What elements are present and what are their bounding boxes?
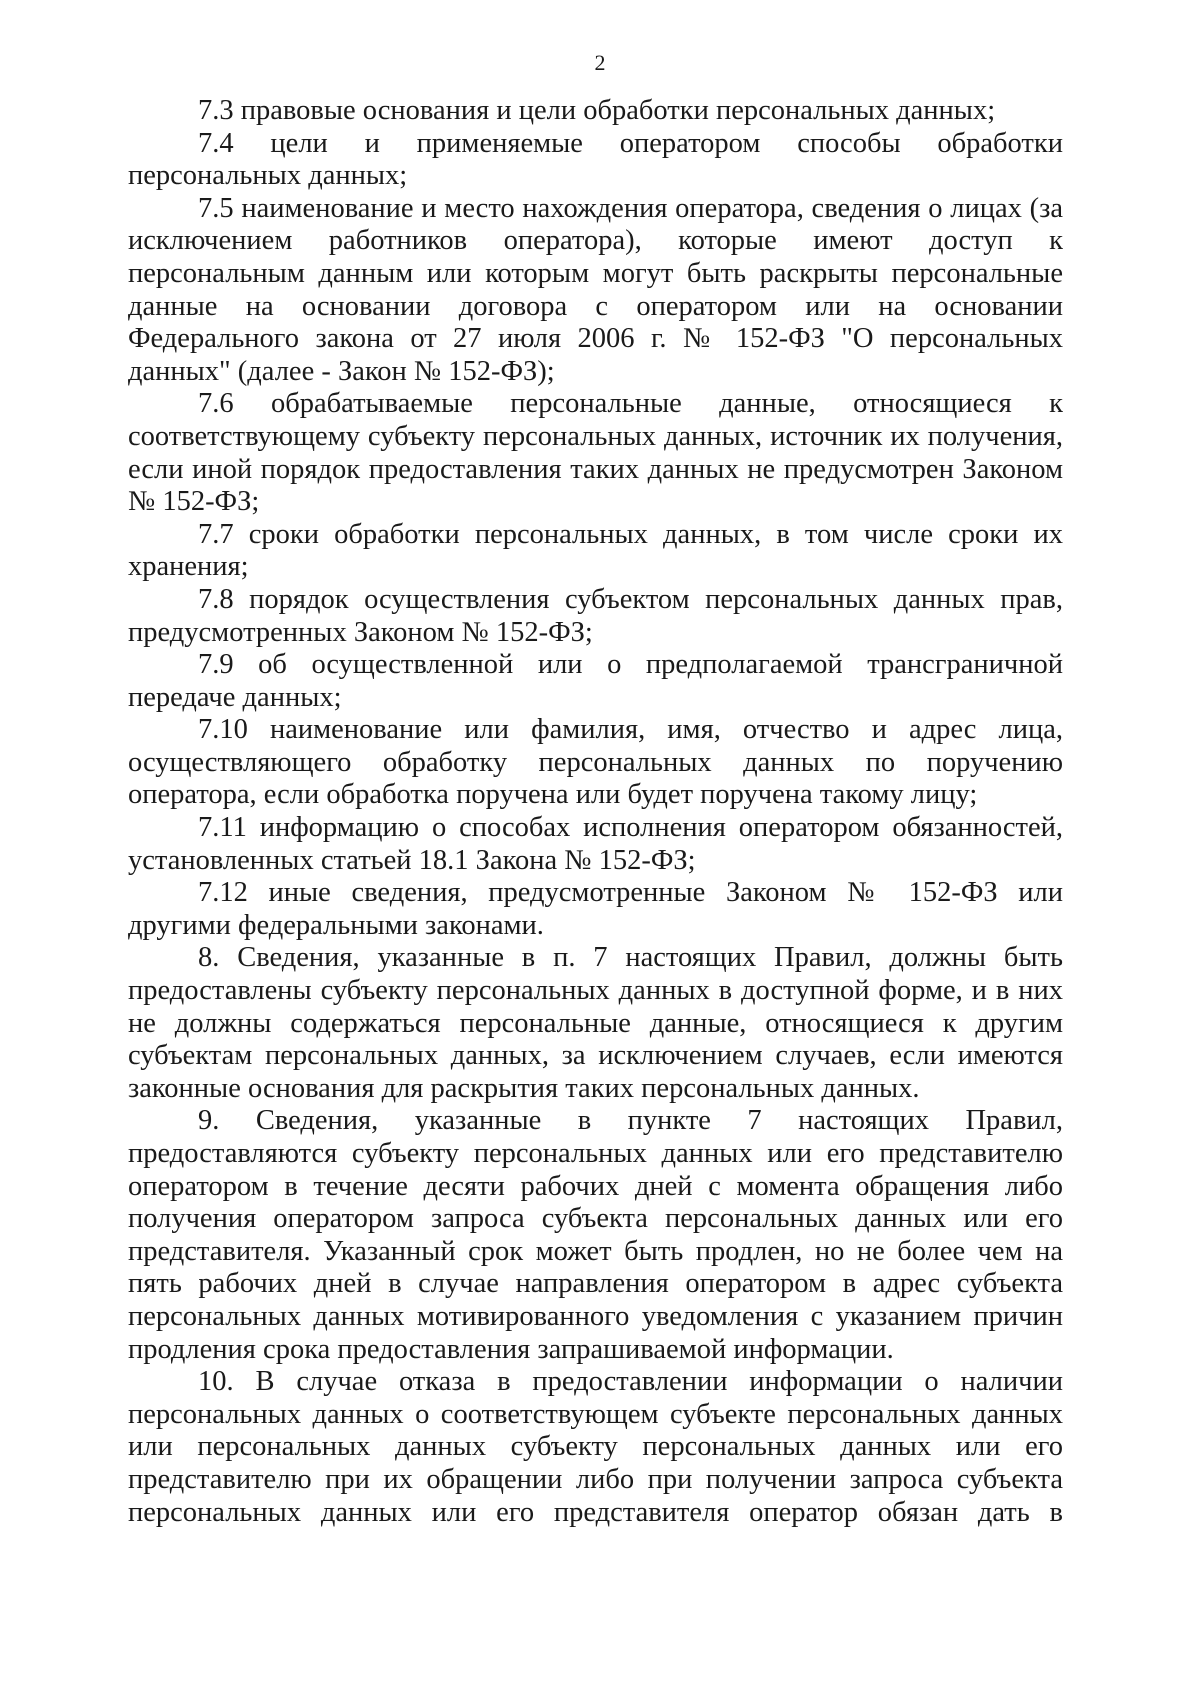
paragraph-9: 9. Сведения, указанные в пункте 7 настоящих Правил, предоставляются субъекту персональных данных или его представителю оператором в течение десяти рабочих дней с момента обращения либо получения оператором запроса субъекта персональных данных или его представителя. Указанный срок может быть продлен, но не более чем на пять рабочих дней в случае направления оператором в адрес субъекта персональных данных мотивированного уведомления с указанием причин продления срока предоставления запрашиваемой информации. [128, 1105, 1063, 1365]
paragraph-7-10: 7.10 наименование или фамилия, имя, отчество и адрес лица, осуществляющего обработку персональных данных по поручению оператора, если обработка поручена или будет поручена такому лицу; [128, 714, 1063, 811]
paragraph-7-7: 7.7 сроки обработки персональных данных, в том числе сроки их хранения; [128, 518, 1063, 583]
paragraph-7-6: 7.6 обрабатываемые персональные данные, относящиеся к соответствующему субъекту персональных данных, источник их получения, если иной порядок предоставления таких данных не предусмотрен Законом № 152-ФЗ; [128, 388, 1063, 518]
paragraph-8: 8. Сведения, указанные в п. 7 настоящих Правил, должны быть предоставлены субъекту персональных данных в доступной форме, и в них не должны содержаться персональные данные, относящиеся к другим субъектам персональных данных, за исключением случаев, если имеются законные основания для раскрытия таких персональных данных. [128, 942, 1063, 1104]
paragraph-7-5: 7.5 наименование и место нахождения оператора, сведения о лицах (за исключением работников оператора), которые имеют доступ к персональным данным или которым могут быть раскрыты персональные данные на основании договора с оператором или на основании Федерального закона от 27 июля 2006 г. № 152-ФЗ "О персональных данных" (далее - Закон № 152-ФЗ); [128, 192, 1063, 387]
document-body [128, 95, 1063, 1529]
paragraph-10: 10. В случае отказа в предоставлении информации о наличии персональных данных о соответствующем субъекте персональных данных или персональных данных субъекту персональных данных или его представителю при их обращении либо при получении запроса субъекта персональных данных или его представителя оператор обязан дать в [128, 1366, 1063, 1528]
paragraph-7-12: 7.12 иные сведения, предусмотренные Законом № 152-ФЗ или другими федеральными законами. [128, 877, 1063, 941]
paragraph-7-11: 7.11 информацию о способах исполнения оператором обязанностей, установленных статьей 18.1 Закона № 152-ФЗ; [128, 812, 1063, 876]
paragraph-7-9: 7.9 об осуществленной или о предполагаемой трансграничной передаче данных; [128, 649, 1063, 713]
paragraph-7-4: 7.4 цели и применяемые оператором способы обработки персональных данных; [128, 127, 1063, 192]
page-number: 2 [594, 50, 606, 75]
paragraph-7-8: 7.8 порядок осуществления субъектом персональных данных прав, предусмотренных Законом № 152-ФЗ; [128, 583, 1063, 648]
paragraph-7-3: 7.3 правовые основания и цели обработки персональных данных; [198, 95, 996, 126]
